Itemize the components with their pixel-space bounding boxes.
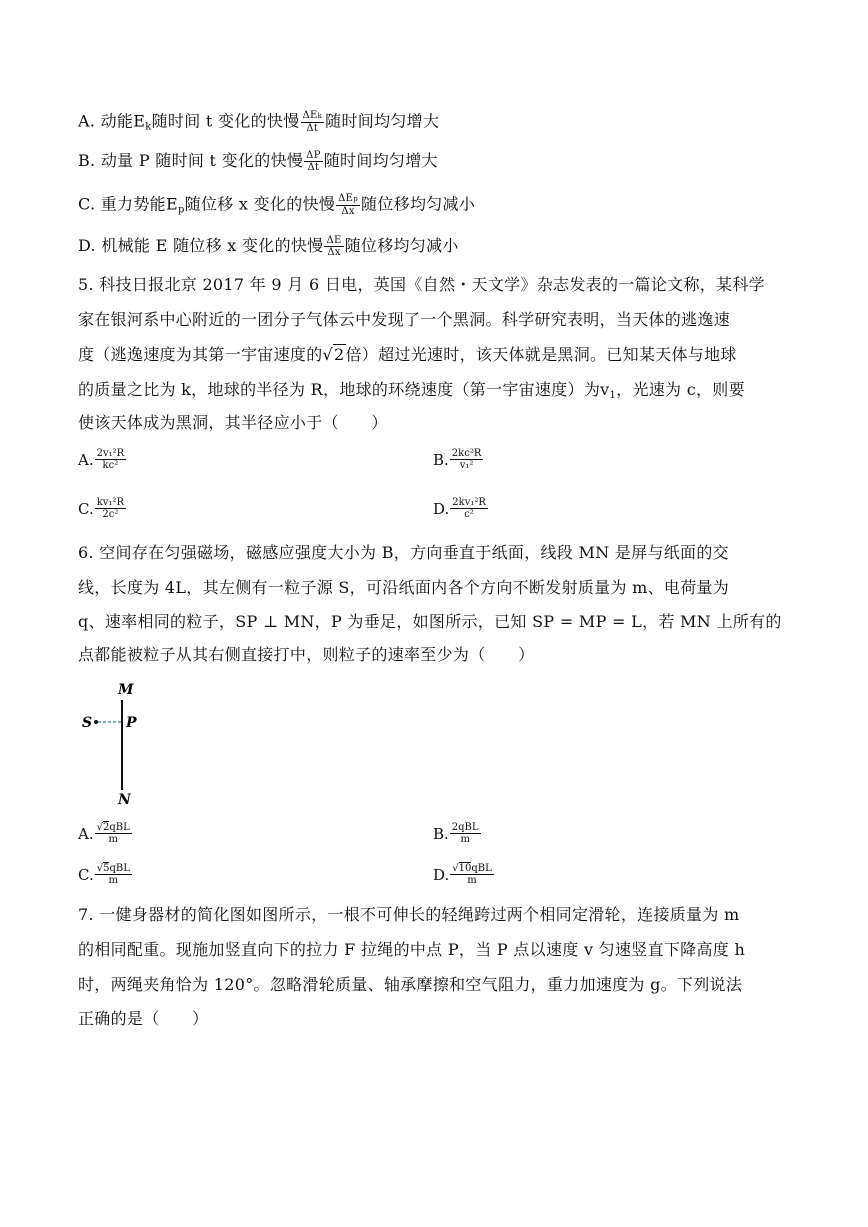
q4-d-post: 随位移均匀减小: [344, 236, 459, 255]
q6-option-b: [433, 822, 482, 845]
q6-line-3: q、速率相同的粒子，SP ⊥ MN，P 为垂足，如图所示，已知 SP = MP = L，若 MN 上所有的: [78, 612, 782, 631]
q6-option-c: [78, 863, 133, 886]
q6-c-num: qBL: [109, 863, 130, 874]
q6-option-d: [433, 863, 495, 886]
q4-a-frac-den: Δt: [306, 123, 319, 134]
q6-a-den: m: [108, 834, 118, 845]
q6-c-fraction: $\frac{\text{√5qBL}}{m}$: [96, 863, 130, 886]
q6-a-fraction: $\frac{\text{√2qBL}}{m}$: [96, 822, 130, 845]
q4-option-b: [78, 150, 438, 173]
source-point-s: [94, 720, 98, 724]
q5-sqrt: √2: [322, 345, 345, 364]
q5-line-4-sub: 1: [609, 390, 617, 401]
q5-option-c: [78, 497, 127, 520]
q4-a-frac-num: ΔE: [302, 110, 318, 121]
q6-d-label: D.: [433, 865, 450, 884]
q4-a-post: 随时间均匀增大: [325, 111, 440, 131]
q5-line-4-pre: 的质量之比为 k，地球的半径为 R，地球的环绕速度（第一宇宙速度）为v: [78, 380, 610, 399]
q7-line-4: 正确的是（ ）: [78, 1009, 209, 1028]
q6-line-2: 线，长度为 4L，其左侧有一粒子源 S，可沿纸面内各个方向不断发射质量为 m、电荷量为: [78, 578, 730, 597]
figure-label-p: P: [126, 715, 137, 731]
q6-a-label: A.: [78, 824, 94, 843]
q5-line-5: 使该天体成为黑洞，其半径应小于（ ）: [78, 413, 388, 432]
q6-b-den: m: [460, 834, 470, 845]
q5-option-b: [433, 448, 484, 471]
q5-line-3-post: 倍）超过光速时，该天体就是黑洞。已知某天体与地球: [345, 345, 737, 364]
q5-d-label: D.: [433, 499, 450, 518]
q5-line-3-pre: 度（逃逸速度为其第一宇宙速度的: [78, 345, 323, 364]
q5-a-num: 2v₁²R: [96, 448, 125, 459]
q6-d-fraction: $\frac{\text{√10qBL}}{m}$: [452, 863, 492, 886]
q4-b-frac-den: Δt: [307, 162, 320, 173]
q5-a-fraction: [95, 448, 127, 471]
q5-b-label: B.: [433, 450, 449, 469]
q6-c-den: m: [108, 875, 119, 886]
q5-option-a: [78, 448, 127, 471]
q4-c-sub: p: [177, 204, 185, 216]
q4-a-fraction: [301, 110, 325, 134]
q6-b-fraction: [450, 822, 481, 845]
figure-label-n: N: [118, 792, 131, 808]
q5-sqrt-radicand: 2: [334, 345, 345, 364]
q5-c-fraction: [95, 497, 126, 520]
q7-line-3: 时，两绳夹角恰为 120°。忽略滑轮质量、轴承摩擦和空气阻力，重力加速度为 g。下列说法: [78, 975, 743, 994]
q4-a-frac-sub: k: [317, 112, 323, 120]
q5-d-fraction: [450, 497, 488, 520]
q5-line-3: [78, 345, 737, 365]
q4-c-fraction: [336, 193, 360, 217]
q4-c-mid: 随位移 x 变化的快慢: [184, 194, 336, 214]
q7-line-2: 的相同配重。现施加竖直向下的拉力 F 拉绳的中点 P，当 P 点以速度 v 匀速竖直下降高度 h: [78, 940, 746, 959]
q4-d-frac-num: ΔE: [326, 235, 342, 246]
q5-c-den: 2c²: [102, 509, 119, 520]
q4-a-mid: 随时间 t 变化的快慢: [151, 111, 300, 131]
q4-option-a: [78, 110, 439, 138]
q4-b-post: 随时间均匀增大: [323, 151, 438, 170]
q5-d-num: 2kv₁²R: [452, 497, 486, 508]
q7-line-1: 7. 一健身器材的简化图如图所示，一根不可伸长的轻绳跨过两个相同定滑轮，连接质量为 m: [78, 905, 740, 924]
q5-line-1: 5. 科技日报北京 2017 年 9 月 6 日电，英国《自然・天文学》杂志发表的一篇论文称，某科学: [78, 275, 765, 294]
q4-c-text: C. 重力势能E: [78, 194, 178, 214]
q6-b-num: 2qBL: [451, 822, 479, 833]
q5-d-den: c²: [464, 509, 474, 520]
q6-figure: [78, 678, 158, 808]
q5-a-den: kc²: [102, 460, 119, 471]
q4-option-d: [78, 235, 459, 258]
q6-d-rad: 10: [458, 863, 472, 874]
q5-a-label: A.: [78, 450, 94, 469]
q5-b-fraction: [450, 448, 484, 471]
q6-line-4: 点都能被粒子从其右侧直接打中，则粒子的速率至少为（ ）: [78, 645, 535, 664]
q5-line-4: [78, 380, 745, 406]
q4-b-frac-num: ΔP: [306, 150, 321, 161]
q6-line-1: 6. 空间存在匀强磁场，磁感应强度大小为 B，方向垂直于纸面，线段 MN 是屏与纸面的交: [78, 543, 729, 562]
q5-c-num: kv₁²R: [96, 497, 124, 508]
figure-label-s: S: [82, 715, 93, 731]
q6-b-label: B.: [433, 824, 449, 843]
q4-option-c: [78, 193, 475, 221]
q5-line-4-post: ，光速为 c，则要: [616, 380, 745, 399]
q4-b-fraction: [304, 150, 323, 173]
q4-c-frac-sub: p: [353, 195, 359, 203]
q4-a-text: A. 动能E: [78, 111, 146, 131]
q4-b-text: B. 动量 P 随时间 t 变化的快慢: [78, 151, 304, 170]
q6-d-num: qBL: [471, 863, 492, 874]
q5-line-2: 家在银河系中心附近的一团分子气体云中发现了一个黑洞。科学研究表明，当天体的逃逸速: [78, 310, 731, 329]
q5-c-label: C.: [78, 499, 94, 518]
q4-c-post: 随位移均匀减小: [361, 194, 476, 214]
q4-c-frac-num: ΔE: [338, 193, 354, 204]
q6-d-den: m: [467, 875, 477, 886]
q5-b-den: v₁²: [459, 460, 474, 471]
q6-c-rad: 5: [103, 863, 110, 874]
q5-option-d: [433, 497, 489, 520]
q6-a-num: qBL: [109, 822, 130, 833]
q4-d-fraction: [324, 235, 343, 258]
q4-a-sub: k: [145, 121, 152, 133]
q5-b-num: 2kc²R: [451, 448, 482, 459]
q4-c-frac-den: Δx: [341, 206, 355, 217]
q6-c-label: C.: [78, 865, 94, 884]
q4-d-text: D. 机械能 E 随位移 x 变化的快慢: [78, 236, 324, 255]
q6-option-a: [78, 822, 133, 845]
figure-label-m: M: [118, 682, 134, 698]
q4-d-frac-den: Δx: [327, 247, 341, 258]
q6-a-rad: 2: [102, 822, 110, 833]
